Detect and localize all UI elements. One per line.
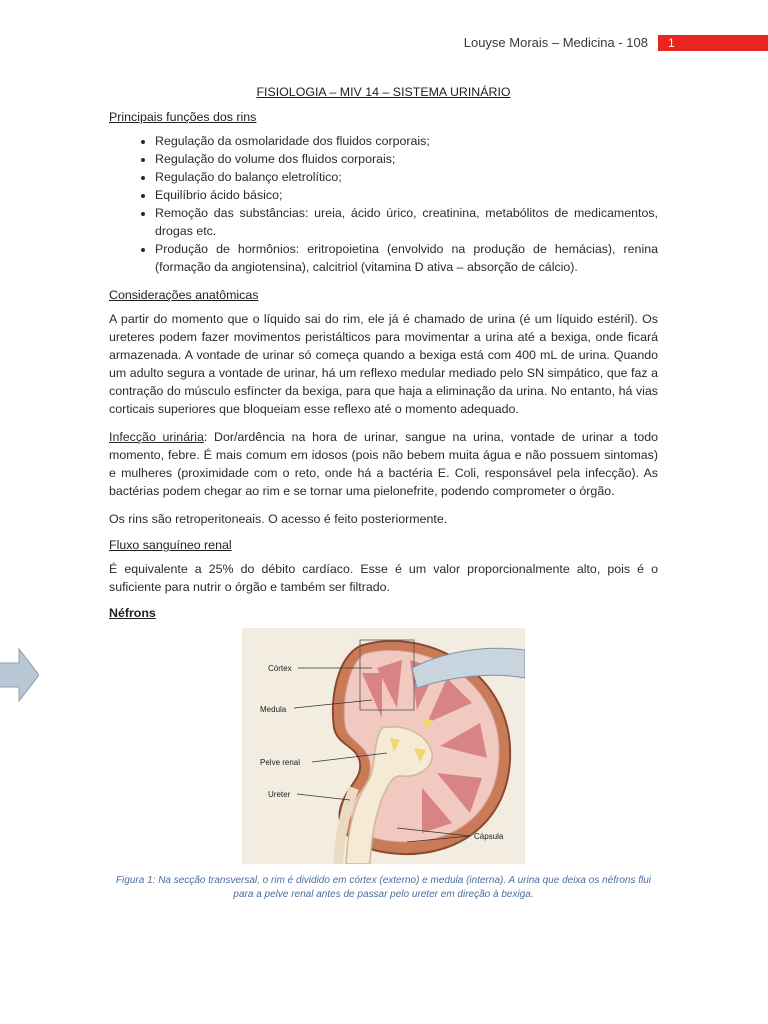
list-item: • Regulação da osmolaridade dos fluidos corporais; (155, 132, 658, 150)
list-item: • Remoção das substâncias: ureia, ácido úrico, creatinina, metabólitos de medicamentos, drogas etc. (155, 204, 658, 240)
pointer-arrow-icon (0, 645, 39, 705)
page-number-badge: 1 (658, 35, 768, 51)
infeccao-text: : Dor/ardência na hora de urinar, sangue na urina, vontade de urinar a todo momento, febre. É mais comum em idosos (pois não bebem muita água e não possuem sintomas) e mulheres (proximidade com o reto, onde há a bactéria E. Coli, responsável pela infecção). As bactérias podem chegar ao rim e se tornar uma pielonefrite, podendo comprometer o órgão. (109, 430, 659, 498)
label-capsula: Cápsula (474, 832, 504, 841)
list-item: • Produção de hormônios: eritropoietina (envolvido na produção de hemácias), renina (formação da angiotensina), calcitriol (vitamina D ativa – absorção de cálcio). (155, 240, 658, 276)
paragraph-infeccao (109, 428, 658, 500)
heading-funcoes-rins: Principais funções dos rins (109, 110, 257, 124)
list-item: • Regulação do balanço eletrolítico; (155, 168, 658, 186)
kidney-illustration (242, 628, 525, 864)
list-item: • Regulação do volume dos fluidos corporais; (155, 150, 658, 168)
paragraph-fluxo: É equivalente a 25% do débito cardíaco. Esse é um valor proporcionalmente alto, pois é o suficiente para nutrir o órgão e também ser filtrado. (109, 562, 658, 594)
label-ureter: Ureter (268, 790, 291, 799)
label-medula: Medula (260, 705, 287, 714)
paragraph-retroperitoneais: Os rins são retroperitoneais. O acesso é feito posteriormente. (109, 512, 448, 526)
label-pelve-renal: Pelve renal (260, 758, 301, 767)
infeccao-label: Infecção urinária (109, 430, 204, 444)
heading-nefrons: Néfrons (109, 606, 156, 620)
funcoes-list (109, 132, 658, 276)
document-body (109, 85, 658, 902)
figure-caption: Figura 1: Na secção transversal, o rim é dividido em córtex (externo) e medula (interna). A urina que deixa os néfrons flui para a pelve renal antes de passar pelo ureter em direção à bexiga. (115, 875, 652, 900)
list-item: • Equilíbrio ácido básico; (155, 186, 658, 204)
document-title: FISIOLOGIA – MIV 14 – SISTEMA URINÁRIO (256, 85, 511, 99)
heading-fluxo: Fluxo sanguíneo renal (109, 538, 232, 552)
paragraph-anatomia: A partir do momento que o líquido sai do rim, ele já é chamado de urina (é um líquido estéril). Os ureteres podem fazer movimentos peristálticos para movimentar a urina até a bexiga, onde ficará armazenada. A vontade de urinar só começa quando a bexiga está com 400 mL de urina. Quando um adulto segura a vontade de urinar, há um reflexo medular mediado pelo SN simpático, que faz a contração do músculo esfíncter da bexiga, para que haja a eliminação da urina. No entanto, há vias corticais superiores que bloqueiam esse reflexo até o momento adequado. (109, 312, 658, 416)
kidney-figure (242, 628, 525, 864)
heading-consideracoes: Considerações anatômicas (109, 288, 259, 302)
label-cortex: Córtex (268, 664, 292, 673)
header-author: Louyse Morais – Medicina - 108 (463, 35, 648, 50)
